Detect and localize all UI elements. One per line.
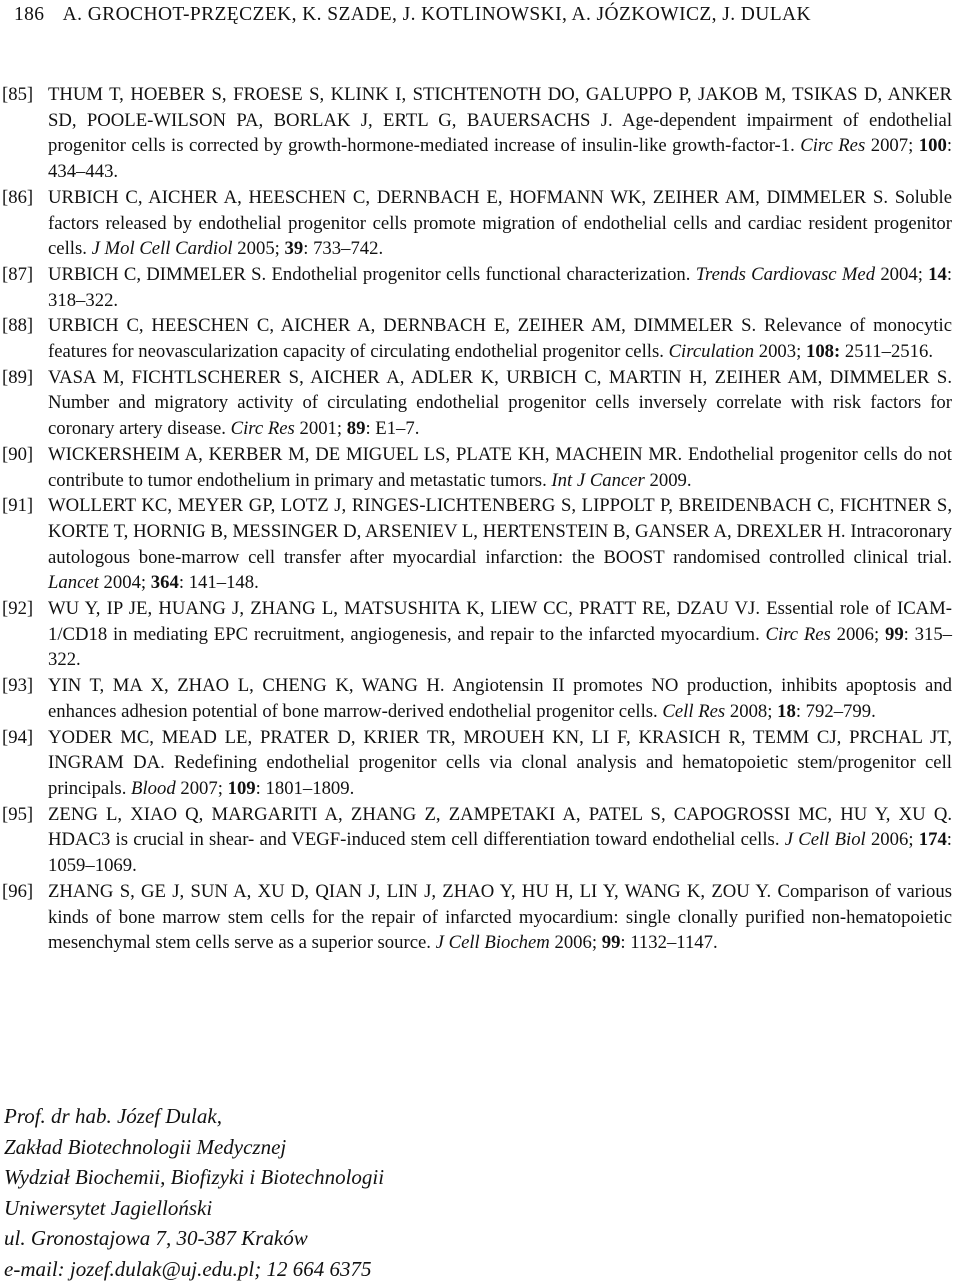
reference-entry <box>0 185 960 262</box>
reference-pages: : 315–322. <box>48 623 953 671</box>
reference-year: 2004; <box>103 572 147 594</box>
reference-entry <box>0 673 960 724</box>
address-faculty: Wydział Biochemii, Biofizyki i Biotechnologii <box>4 1165 385 1189</box>
reference-entry <box>0 365 960 442</box>
header-authors: A. GROCHOT-PRZĘCZEK, K. SZADE, J. KOTLINOWSKI, A. JÓZKOWICZ, J. DULAK <box>62 4 812 25</box>
reference-entry <box>0 313 960 364</box>
reference-journal: J Cell Biol <box>784 829 866 851</box>
reference-number: [89] <box>2 366 34 388</box>
reference-number: [93] <box>2 675 34 697</box>
reference-pages: 2511–2516. <box>840 341 933 363</box>
reference-journal: Trends Cardiovasc Med <box>695 263 876 285</box>
reference-title: Number and migratory activity of circulating endothelial progenitor cells inversely correlate with risk factors for coronary artery disease. <box>48 392 952 440</box>
reference-year: 2005; <box>237 238 280 260</box>
reference-volume: 174 <box>918 829 947 851</box>
reference-pages: : 434–443. <box>48 135 953 183</box>
reference-volume: 100 <box>918 135 947 157</box>
address-email: e-mail: jozef.dulak@uj.edu.pl; 12 664 6375 <box>4 1256 372 1281</box>
reference-volume: 18 <box>777 700 796 722</box>
reference-pages: : 1801–1809. <box>255 777 355 799</box>
reference-title: Angiotensin II promotes NO production, inhibits apoptosis and enhances adhesion potential of bone marrow-derived endothelial progenitor cells. <box>48 675 953 722</box>
reference-entry <box>0 493 960 596</box>
reference-number: [91] <box>2 495 34 517</box>
reference-pages: : 318–322. <box>48 263 953 311</box>
reference-year: 2006; <box>554 932 598 954</box>
reference-journal: Int J Cancer <box>551 469 645 491</box>
reference-title: HDAC3 is crucial in shear- and VEGF-induced stem cell differentiation toward endothelial cells. <box>48 829 780 851</box>
reference-authors: URBICH C, HEESCHEN C, AICHER A, DERNBACH E, ZEIHER AM, DIMMELER S. <box>48 315 757 337</box>
reference-authors: URBICH C, AICHER A, HEESCHEN C, DERNBACH E, HOFMANN WK, ZEIHER AM, DIMMELER S. <box>48 186 889 208</box>
reference-journal: Circ Res <box>800 135 866 157</box>
reference-number: [94] <box>2 726 34 748</box>
reference-number: [85] <box>2 84 34 105</box>
reference-year: 2004; <box>880 263 923 285</box>
reference-year: 2006; <box>870 829 914 851</box>
reference-authors: WU Y, IP JE, HUANG J, ZHANG L, MATSUSHITA K, LIEW CC, PRATT RE, DZAU VJ. <box>48 598 760 620</box>
reference-authors: VASA M, FICHTLSCHERER S, AICHER A, ADLER K, URBICH C, MARTIN H, ZEIHER AM, DIMMELER S. <box>48 366 952 388</box>
reference-number: [88] <box>2 315 34 337</box>
reference-title: Age-dependent impairment of endothelial progenitor cells is corrected by growth-hormone-mediated increase of insulin-like growth-factor-1. <box>48 109 953 157</box>
reference-title: Essential role of ICAM-1/CD18 in mediating EPC recruitment, angiogenesis, and repair to the infarcted myocardium. <box>48 598 953 645</box>
reference-year: 2003; <box>758 341 802 363</box>
reference-volume: 108: <box>805 341 841 363</box>
reference-year: 2008; <box>729 700 773 722</box>
reference-pages: : 1132–1147. <box>620 932 718 954</box>
reference-year: 2006; <box>836 623 880 645</box>
reference-pages: : E1–7. <box>365 418 420 440</box>
reference-title: Soluble factors released by endothelial progenitor cells promote migration of endothelial cells and cardiac resident progenitor cells. <box>48 186 953 260</box>
reference-entry <box>0 879 960 956</box>
reference-authors: WOLLERT KC, MEYER GP, LOTZ J, RINGES-LICHTENBERG S, LIPPOLT P, BREIDENBACH C, FICHTNER S, KORTE T, HORNIG B, MESSINGER D, ARSENIEV L, HERTENSTEIN B, GANSER A, DREXLER H. <box>48 495 952 542</box>
reference-volume: 109 <box>227 777 256 799</box>
reference-journal: Circ Res <box>765 623 831 645</box>
reference-title: Intracoronary autologous bone-marrow cell transfer after myocardial infarction: the BOOST randomised controlled clinical trial. <box>48 520 953 568</box>
reference-year: 2001; <box>299 418 343 440</box>
reference-journal: J Cell Biochem <box>435 932 550 954</box>
reference-authors: YIN T, MA X, ZHAO L, CHENG K, WANG H. <box>48 675 445 697</box>
reference-pages: : 792–799. <box>795 700 876 722</box>
reference-authors: YODER MC, MEAD LE, PRATER D, KRIER TR, MROUEH KN, LI F, KRASICH R, TEMM CJ, PRCHAL JT, INGRAM DA. <box>48 726 952 774</box>
reference-list <box>0 82 960 956</box>
reference-journal: Circ Res <box>230 418 295 440</box>
reference-number: [86] <box>2 186 34 208</box>
reference-volume: 99 <box>601 932 621 954</box>
reference-volume: 99 <box>884 623 904 645</box>
reference-title: Endothelial progenitor cells do not contribute to tumor endothelium in primary and metastatic tumors. <box>48 443 952 491</box>
reference-authors: WICKERSHEIM A, KERBER M, DE MIGUEL LS, PLATE KH, MACHEIN MR. <box>48 443 683 465</box>
reference-journal: Blood <box>131 777 176 799</box>
reference-year: 2007; <box>870 135 914 157</box>
reference-journal: Cell Res <box>662 700 726 722</box>
reference-number: [90] <box>2 443 34 465</box>
reference-pages: : 1059–1069. <box>48 829 952 877</box>
reference-year: 2007; <box>180 777 223 799</box>
address-name: Prof. dr hab. Józef Dulak, <box>4 1104 222 1128</box>
reference-authors: THUM T, HOEBER S, FROESE S, KLINK I, STICHTENOTH DO, GALUPPO P, JAKOB M, TSIKAS D, ANKER SD, POOLE-WILSON PA, BORLAK J, ERTL G, BAUERSACHS J. <box>48 84 952 131</box>
reference-entry <box>0 262 960 313</box>
reference-title: Comparison of various kinds of bone marrow stem cells for the repair of infarcted myocardium: single clonally purified non-hematopoietic mesenchymal stem cells serve as a superior source. <box>48 880 953 954</box>
reference-volume: 14 <box>928 263 947 285</box>
reference-title: Relevance of monocytic features for neovascularization capacity of circulating endothelial progenitor cells. <box>48 315 952 363</box>
reference-entry <box>0 82 960 185</box>
reference-entry <box>0 442 960 493</box>
reference-pages: : 733–742. <box>303 238 384 260</box>
reference-number: [87] <box>2 263 34 285</box>
reference-title: Endothelial progenitor cells functional characterization. <box>271 263 691 285</box>
reference-volume: 39 <box>284 238 304 260</box>
address-department: Zakład Biotechnologii Medycznej <box>4 1134 287 1159</box>
address-street: ul. Gronostajowa 7, 30-387 Kraków <box>4 1226 308 1250</box>
reference-journal: Lancet <box>48 572 99 594</box>
reference-entry <box>0 802 960 879</box>
page-number: 186 <box>14 4 45 25</box>
reference-year: 2009. <box>649 469 692 491</box>
reference-volume: 89 <box>346 418 366 440</box>
reference-authors: ZHANG S, GE J, SUN A, XU D, QIAN J, LIN J, ZHAO Y, HU H, LI Y, WANG K, ZOU Y. <box>48 880 772 902</box>
reference-number: [95] <box>2 803 34 825</box>
reference-number: [96] <box>2 880 34 902</box>
reference-authors: URBICH C, DIMMELER S. <box>48 263 267 285</box>
running-header <box>14 4 811 26</box>
correspondence-address <box>4 1101 384 1284</box>
reference-number: [92] <box>2 598 34 620</box>
reference-journal: Circulation <box>668 341 755 363</box>
reference-title: Redefining endothelial progenitor cells via clonal analysis and hematopoietic stem/progenitor cell principals. <box>48 752 952 799</box>
reference-pages: : 141–148. <box>178 572 259 594</box>
reference-journal: J Mol Cell Cardiol <box>91 238 233 260</box>
reference-authors: ZENG L, XIAO Q, MARGARITI A, ZHANG Z, ZAMPETAKI A, PATEL S, CAPOGROSSI MC, HU Y, XU Q. <box>48 803 952 825</box>
reference-volume: 364 <box>150 572 179 594</box>
address-university: Uniwersytet Jagielloński <box>4 1195 213 1220</box>
reference-entry <box>0 596 960 673</box>
reference-entry <box>0 725 960 802</box>
